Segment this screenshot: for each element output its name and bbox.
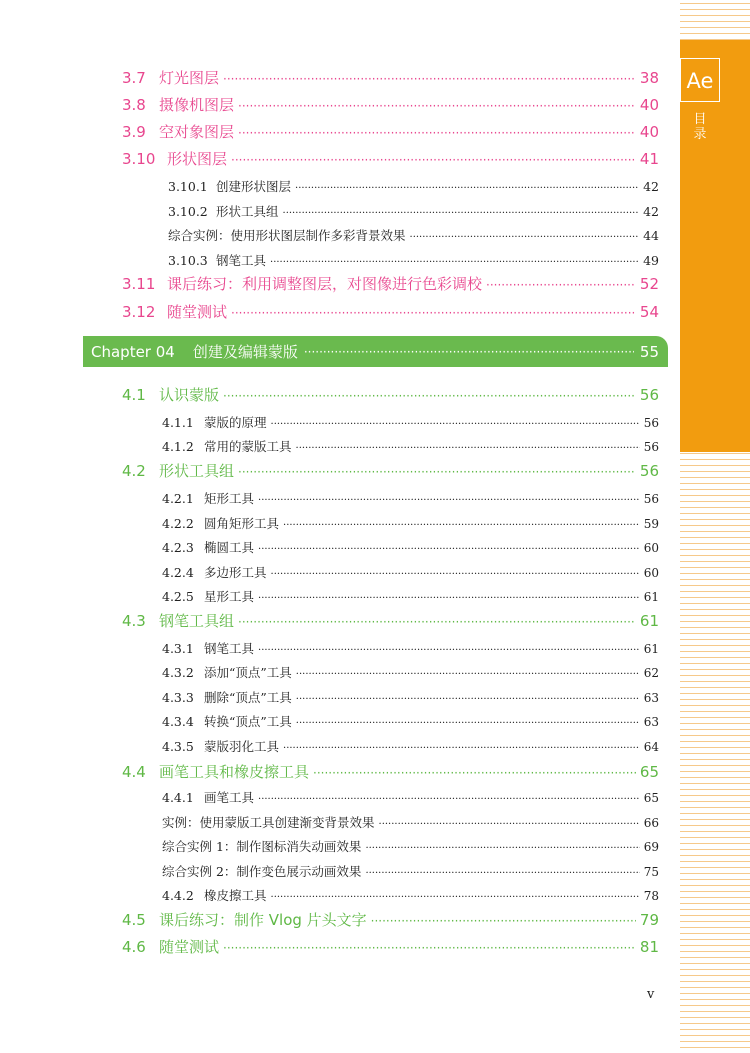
toc-subentry[interactable]: 4.3.1 钢笔工具 ····· 61 [162,639,659,657]
toc-page: 56 [643,492,659,506]
toc-subentry[interactable]: 4.2.2 圆角矩形工具 ····· 59 [162,514,659,532]
page-number: v [647,987,655,1002]
toc-page: 56 [643,416,659,430]
toc-page: 66 [643,816,659,830]
toc-subentry[interactable]: 4.3.2 添加“顶点”工具 ····· 62 [162,663,659,681]
toc-page: 59 [643,517,659,531]
toc-subentry[interactable]: 4.2.1 矩形工具 ····· 56 [162,489,659,507]
toc-subentry[interactable]: 4.3.3 删除“顶点”工具 ····· 63 [162,688,659,706]
toc-section-label: 目录 [693,112,707,142]
toc-page: 65 [639,763,659,781]
toc-page: 81 [639,938,659,956]
toc-entry[interactable]: 3.11 课后练习：利用调整图层，对图像进行色彩调校 ····· 52 [122,273,659,294]
toc-page: 42 [643,204,659,219]
toc-subentry[interactable]: 3.10.1 创建形状图层 ····· 42 [168,177,659,195]
toc-page: 61 [643,590,659,604]
app-logo-tab: Ae [680,58,720,102]
toc-subentry[interactable]: 4.4.1 画笔工具 ····· 65 [162,788,659,806]
toc-subentry[interactable]: 3.10.3 钢笔工具 ····· 49 [168,251,659,269]
toc-page: 38 [639,69,659,87]
toc-page: 63 [643,691,659,705]
toc-page: 56 [639,462,659,480]
toc-entry[interactable]: 4.4 画笔工具和橡皮擦工具 ····· 65 [122,761,659,782]
toc-entry[interactable]: 3.10 形状图层 ····· 41 [122,148,659,169]
toc-entry[interactable]: 4.1 认识蒙版 ····· 56 [122,384,659,405]
toc-entry[interactable]: 4.5 课后练习：制作 Vlog 片头文字 ····· 79 [122,909,659,930]
toc-page: 52 [639,275,659,293]
toc-entry[interactable]: 3.8 摄像机图层 ····· 40 [122,94,659,115]
toc-page: 40 [639,123,659,141]
toc-page: 61 [639,612,659,630]
toc-page: 60 [643,541,659,555]
toc-subentry[interactable]: 4.2.4 多边形工具 ····· 60 [162,563,659,581]
toc-page: 69 [643,840,659,854]
toc-subentry[interactable]: 4.2.5 星形工具 ····· 61 [162,587,659,605]
toc-page: 44 [643,228,659,243]
toc-page: 65 [643,791,659,805]
toc-entry[interactable]: 4.6 随堂测试 ····· 81 [122,936,659,957]
toc-subentry[interactable]: 4.1.1 蒙版的原理 ····· 56 [162,413,659,431]
toc-subentry[interactable]: 4.4.2 橡皮擦工具 ····· 78 [162,886,659,904]
toc-subentry[interactable]: 4.2.3 椭圆工具 ····· 60 [162,538,659,556]
toc-page: 41 [639,150,659,168]
toc-page: 61 [643,642,659,656]
toc-page: 54 [639,303,659,321]
toc-page: 56 [639,386,659,404]
toc-page: 49 [643,253,659,268]
toc-entry[interactable]: 3.7 灯光图层 ····· 38 [122,67,659,88]
toc-entry[interactable]: 3.9 空对象图层 ····· 40 [122,121,659,142]
toc-page: 56 [643,440,659,454]
toc-subentry[interactable]: 实例：使用蒙版工具创建渐变背景效果 ····· 66 [162,813,659,831]
toc-page: 75 [643,865,659,879]
toc-subentry[interactable]: 4.3.5 蒙版羽化工具 ····· 64 [162,737,659,755]
toc-page: 42 [643,179,659,194]
toc-page: 63 [643,715,659,729]
toc-page: 79 [639,911,659,929]
toc-entry[interactable]: 3.12 随堂测试 ····· 54 [122,301,659,322]
toc-subentry[interactable]: 综合实例 1：制作图标消失动画效果 ····· 69 [162,837,659,855]
toc-page: 40 [639,96,659,114]
toc-entry[interactable]: 4.2 形状工具组 ····· 56 [122,460,659,481]
chapter-header[interactable] [83,336,668,367]
toc-page: 60 [643,566,659,580]
toc-subentry[interactable]: 综合实例：使用形状图层制作多彩背景效果 ····· 44 [168,226,659,244]
toc-entry[interactable]: 4.3 钢笔工具组 ····· 61 [122,610,659,631]
toc-page: 64 [643,740,659,754]
toc-subentry[interactable]: 3.10.2 形状工具组 ····· 42 [168,202,659,220]
chapter-label: Chapter 04 [91,342,175,361]
toc-page: 62 [643,666,659,680]
toc-subentry[interactable]: 综合实例 2：制作变色展示动画效果 ····· 75 [162,862,659,880]
chapter-page: 55 [639,342,659,361]
toc-subentry[interactable]: 4.1.2 常用的蒙版工具 ····· 56 [162,437,659,455]
chapter-title: 创建及编辑蒙版 [192,343,298,361]
toc-subentry[interactable]: 4.3.4 转换“顶点”工具 ····· 63 [162,712,659,730]
toc-page: 78 [643,889,659,903]
